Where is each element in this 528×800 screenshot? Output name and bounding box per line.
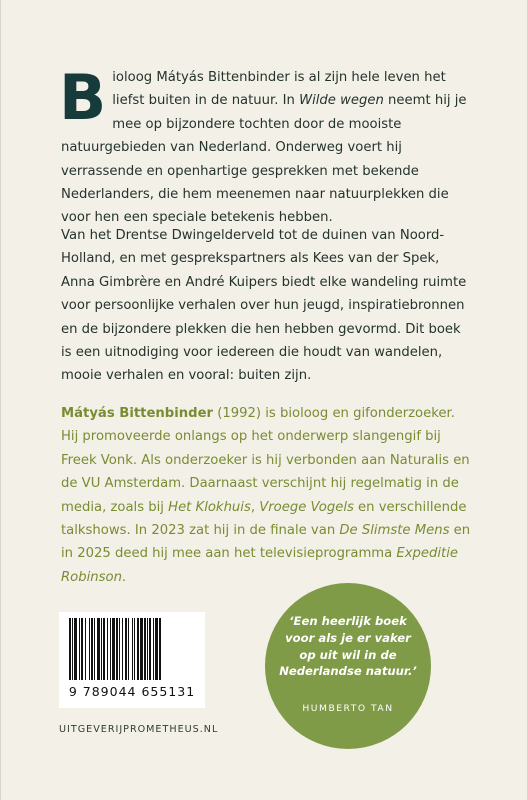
intro-text-2: neemt hij je mee op bijzondere tochten door de mooiste natuurgebieden van Nederland. Onderweg voert hij verrassende en openhartige gesprekken met bekende Nederlanders, die hem meenemen naar natuurplekken die voor hen een speciale betekenis hebben.	[61, 93, 467, 226]
second-paragraph: Van het Drentse Dwingelderveld tot de duinen van Noord-Holland, en met gesprekspartners als Kees van der Spek, Anna Gimbrère en André Kuipers biedt elke wandeling ruimte voor persoonlijke verhalen over hun jeugd, inspiratiebronnen en de bijzondere plekken die hen hebben gevormd. Dit boek is een uitnodiging voor iedereen die houdt van wandelen, mooie verhalen en vooral: buiten zijn.	[61, 228, 467, 384]
barcode-bar	[119, 618, 120, 680]
barcode-bar	[122, 618, 123, 680]
intro-text-1: ioloog Mátyás Bittenbinder is al zijn hele leven het liefst buiten in de natuur. In	[112, 70, 446, 109]
barcode-bars	[65, 618, 199, 682]
barcode-bar	[125, 618, 127, 680]
author-name: Mátyás Bittenbinder	[61, 406, 214, 421]
barcode-bar	[97, 618, 100, 680]
bio-text: ,	[250, 499, 260, 515]
tv-show: Expeditie Robinson	[61, 546, 459, 585]
barcode-bar	[101, 618, 102, 680]
barcode	[59, 612, 205, 708]
tv-show: Het Klokhuis	[168, 499, 251, 515]
barcode-bar	[147, 618, 148, 680]
barcode-bar	[79, 618, 80, 680]
barcode-bar	[107, 618, 108, 680]
isbn-number: 9 789044 655131	[68, 684, 196, 699]
intro-paragraph	[59, 61, 473, 230]
barcode-bar	[89, 618, 90, 680]
barcode-bar	[103, 618, 105, 680]
tv-show: Vroege Vogels	[259, 499, 354, 515]
barcode-bar	[85, 618, 86, 680]
review-quote: ‘Een heerlijk boek voor als je er vaker op uit wil in de Nederlandse natuur.’	[279, 614, 417, 679]
barcode-bar	[144, 618, 146, 680]
publisher-url: UITGEVERIJPROMETHEUS.NL	[59, 724, 219, 735]
bio-text: en verschillende talkshows. In 2023 zat hij in de finale van	[61, 499, 467, 539]
barcode-bar	[74, 618, 77, 680]
barcode-bar	[153, 618, 154, 680]
barcode-bar	[94, 618, 95, 680]
tv-show: De Slimste Mens	[339, 523, 450, 539]
barcode-bar	[128, 618, 129, 680]
bio-text: .	[121, 569, 127, 585]
barcode-bar	[72, 618, 73, 680]
barcode-bar	[112, 618, 115, 680]
barcode-bar	[155, 618, 158, 680]
bio-text: en in 2025 deed hij mee aan het televisieprogramma	[61, 523, 471, 562]
barcode-bar	[116, 618, 118, 680]
barcode-bar	[134, 618, 135, 680]
barcode-bar	[110, 618, 111, 680]
barcode-bar	[140, 618, 143, 680]
barcode-bar	[149, 618, 151, 680]
barcode-bar	[69, 618, 71, 680]
barcode-bar	[91, 618, 93, 680]
barcode-bar	[159, 618, 161, 680]
dropcap-letter: B	[59, 61, 107, 134]
quote-badge	[265, 583, 431, 749]
quote-author: HUMBERTO TAN	[302, 703, 394, 714]
bio-text: (1992) is bioloog en gifonderzoeker. Hij promoveerde onlangs op het onderwerp slangengif bij Freek Vonk. Als onderzoeker is hij verbonden aan Naturalis en de VU Amsterdam. Daarnaast verschijnt hij regelmatig in de media, zoals bij	[61, 406, 470, 515]
book-title: Wilde wegen	[299, 93, 384, 109]
barcode-bar	[81, 618, 83, 680]
barcode-bar	[132, 618, 133, 680]
author-bio	[61, 402, 473, 589]
barcode-bar	[137, 618, 139, 680]
